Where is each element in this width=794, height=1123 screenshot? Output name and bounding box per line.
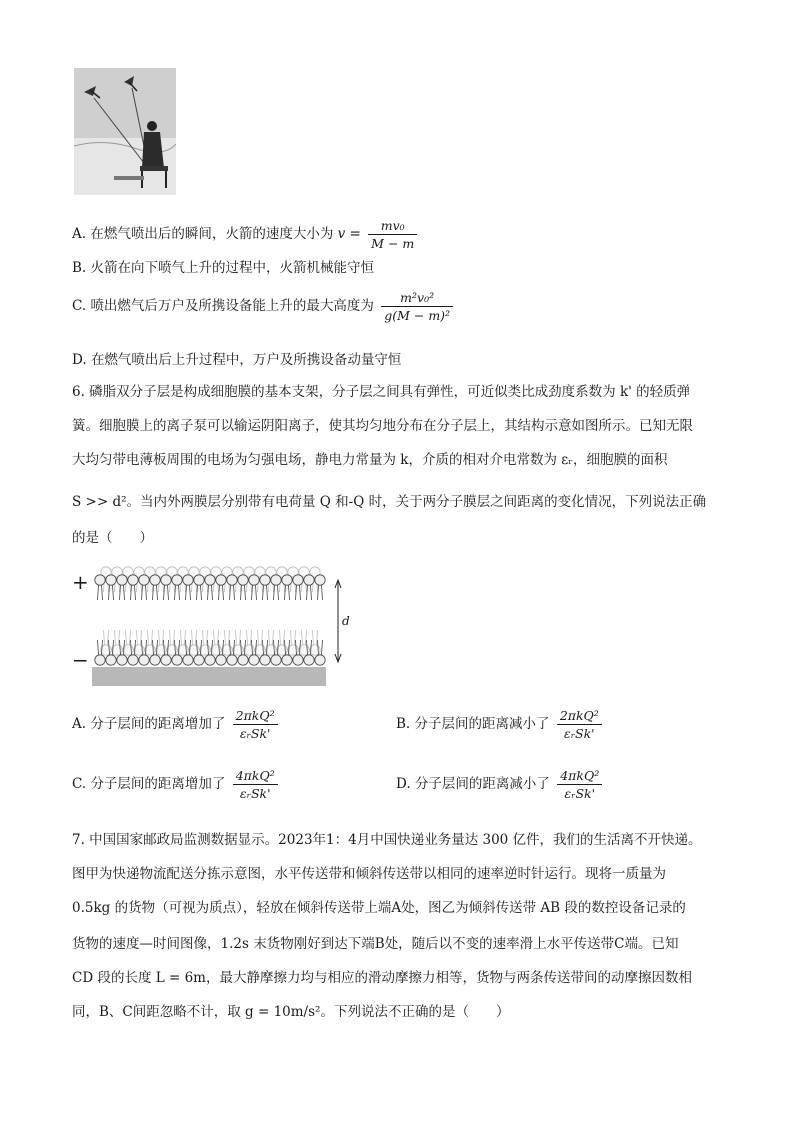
bilayer-diagram: [92, 566, 342, 688]
fraction-denominator: g(M − m)²: [384, 308, 451, 323]
q7-stem-line-4: 货物的速度—时间图像，1.2s 末货物刚好到达下端B处，随后以不变的速率滑上水平传送带C端。已知: [72, 936, 679, 952]
formula-lhs: v =: [337, 226, 361, 242]
option-label: A.: [72, 226, 87, 242]
option-text: 在燃气喷出后上升过程中，万户及所携设备动量守恒: [90, 352, 402, 368]
q6-stem-line-5: 的是（ ）: [72, 530, 153, 546]
option-label: B.: [396, 716, 411, 732]
minus-sign: −: [72, 648, 89, 672]
option-label: C.: [72, 776, 87, 792]
option-text: 分子层间的距离减小了: [414, 776, 550, 792]
option-text: 分子层间的距离增加了: [90, 776, 226, 792]
option-text: 在燃气喷出后的瞬间，火箭的速度大小为: [90, 226, 334, 242]
q6-option-a: [72, 708, 281, 741]
fraction-denominator: εᵣSk': [564, 726, 595, 741]
q7-stem-line-1: 7. 中国国家邮政局监测数据显示。2023年1：4月中国快递业务量达 300 亿件，我们的生活离不开快递。: [72, 832, 702, 848]
fraction-numerator: 2πkQ²: [557, 708, 602, 725]
q6-option-b: [396, 708, 605, 741]
formula-fraction: [557, 708, 602, 741]
q6-stem-line-3: 大均匀带电薄板周围的电场为匀强电场，静电力常量为 k，介质的相对介电常数为 εᵣ，细胞膜的面积: [72, 452, 668, 468]
option-text: 喷出燃气后万户及所携设备能上升的最大高度为: [90, 298, 374, 314]
fraction-numerator: 4πkQ²: [233, 768, 278, 785]
q6-stem-line-1: 6. 磷脂双分子层是构成细胞膜的基本支架，分子层之间具有弹性，可近似类比成劲度系数为 k' 的轻质弹: [72, 384, 691, 400]
option-text: 火箭在向下喷气上升的过程中，火箭机械能守恒: [90, 260, 375, 276]
formula-fraction: [368, 218, 417, 251]
q6-option-c: [72, 768, 281, 801]
fraction-numerator: m²v₀²: [381, 290, 453, 307]
formula-fraction: [381, 290, 453, 323]
fraction-denominator: εᵣSk': [239, 786, 271, 801]
fraction-denominator: εᵣSk': [239, 726, 271, 741]
option-label: A.: [72, 716, 87, 732]
q7-stem-line-6: 同，B、C间距忽略不计，取 g = 10m/s²。下列说法不正确的是（ ）: [72, 1004, 510, 1020]
option-text: 分子层间的距离减小了: [414, 716, 550, 732]
distance-label: d: [342, 614, 350, 628]
formula-fraction: [557, 768, 602, 801]
option-label: D.: [72, 352, 87, 368]
q6-stem-line-2: 簧。细胞膜上的离子泵可以输运阴阳离子，使其均匀地分布在分子层上，其结构示意如图所示。已知无限: [72, 418, 693, 434]
q7-stem-line-5: CD 段的长度 L = 6m，最大静摩擦力均与相应的滑动摩擦力相等，货物与两条传送带间的动摩擦因数相: [72, 970, 692, 986]
option-label: D.: [396, 776, 411, 792]
fraction-denominator: εᵣSk': [564, 786, 596, 801]
fraction-numerator: mv₀: [368, 218, 417, 235]
q7-stem-line-3: 0.5kg 的货物（可视为质点），轻放在倾斜传送带上端A处，图乙为倾斜传送带 AB 段的数控设备记录的: [72, 900, 686, 916]
q5-option-d: [72, 348, 401, 368]
option-label: C.: [72, 298, 87, 314]
q5-option-b: [72, 256, 374, 276]
plus-sign: +: [72, 570, 89, 594]
q5-option-c: [72, 290, 456, 323]
option-label: B.: [72, 260, 87, 276]
q5-option-a: [72, 218, 420, 251]
option-text: 分子层间的距离增加了: [90, 716, 226, 732]
q6-option-d: [396, 768, 605, 801]
q6-stem-line-4: S >> d²。当内外两膜层分别带有电荷量 Q 和-Q 时，关于两分子膜层之间距离的变化情况，下列说法正确: [72, 494, 707, 510]
fraction-numerator: 4πkQ²: [557, 768, 602, 785]
fraction-numerator: 2πkQ²: [233, 708, 278, 725]
wanhu-rocket-photo: [74, 68, 176, 195]
formula-fraction: [233, 708, 278, 741]
formula-fraction: [233, 768, 278, 801]
q7-stem-line-2: 图甲为快递物流配送分拣示意图，水平传送带和倾斜传送带以相同的速率逆时针运行。现将一质量为: [72, 866, 666, 882]
fraction-denominator: M − m: [371, 236, 415, 251]
